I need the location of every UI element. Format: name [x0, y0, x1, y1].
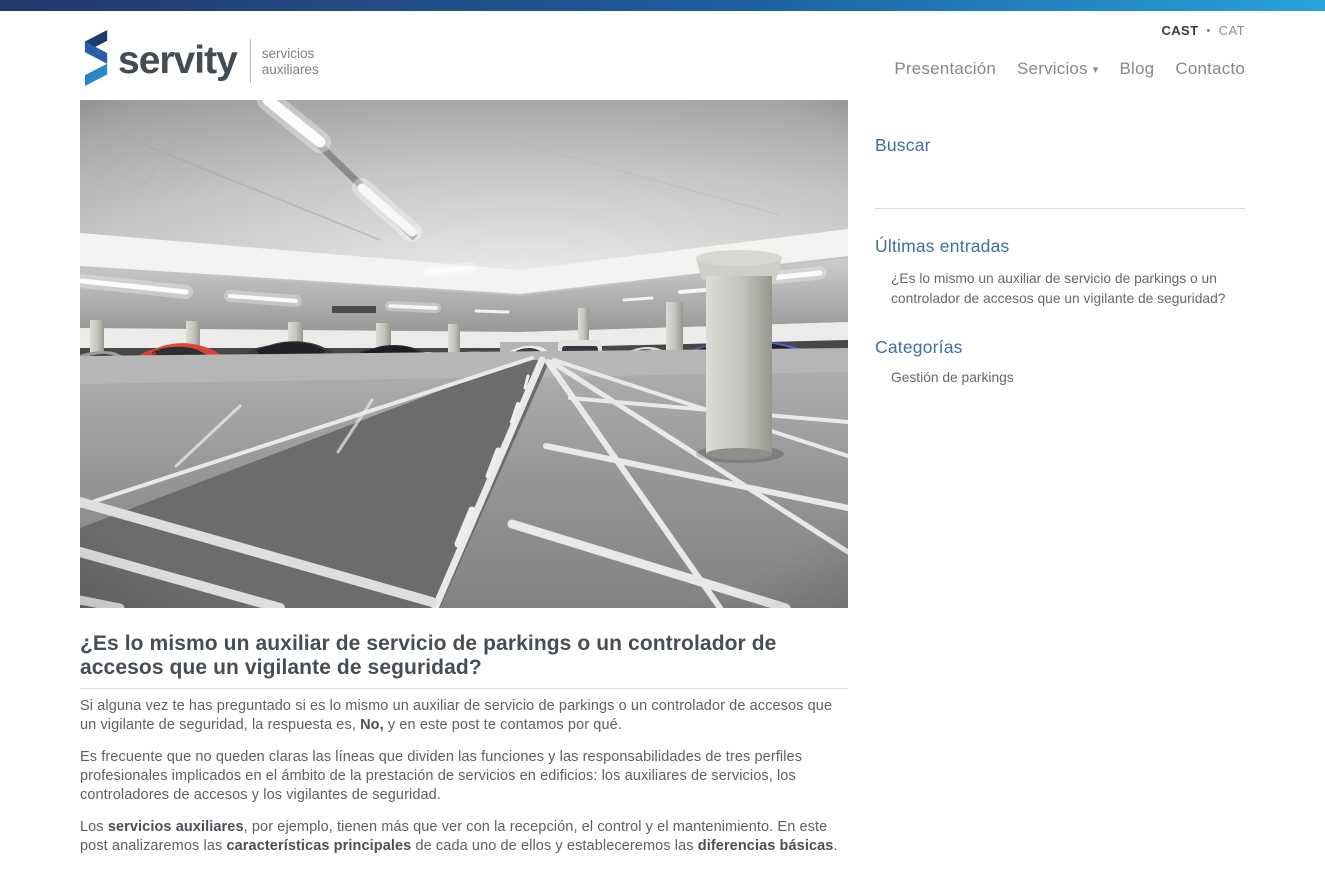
sidebar-latest-widget	[875, 236, 1245, 308]
language-switcher	[1161, 23, 1245, 38]
nav-item-contacto[interactable]: Contacto	[1175, 59, 1245, 78]
main-nav	[894, 59, 1245, 79]
photo-vignette	[80, 100, 848, 608]
sidebar-categories-widget	[875, 337, 1245, 385]
sidebar-search-widget	[875, 135, 1245, 209]
article-body	[80, 697, 848, 856]
servity-logo[interactable]	[80, 27, 319, 94]
nav-item-blog[interactable]: Blog	[1119, 59, 1155, 78]
article-paragraph: Es frecuente que no queden claras las líneas que dividen las funciones y las responsabilidades de tres perfiles profesionales implicados en el ámbito de la prestación de servicios en edificios: los auxiliares de servicios, los controladores de accesos y los vigilantes de seguridad.	[80, 749, 803, 803]
logo-brand-text: servity	[118, 39, 237, 82]
logo-tagline-line2: auxiliares	[261, 61, 319, 77]
chevron-down-icon: ▾	[1092, 64, 1099, 76]
site-header	[0, 11, 1325, 100]
logo-tagline-line1: servicios	[261, 45, 315, 61]
article-paragraph: Los servicios auxiliares, por ejemplo, tienen más que ver con la recepción, el control y el mantenimiento. En este post analizaremos las características principales de cada uno de ellos y estableceremos las diferencias básicas.	[80, 818, 838, 854]
search-widget-title: Buscar	[875, 135, 931, 155]
logo-divider	[250, 39, 251, 83]
article-image parking-garage-photo	[80, 100, 848, 608]
nav-item-servicios[interactable]: Servicios ▾	[1017, 59, 1099, 78]
title-divider	[80, 688, 848, 689]
latest-entries-title: Últimas entradas	[875, 236, 1010, 256]
categories-title: Categorías	[875, 337, 963, 358]
article-title: ¿Es lo mismo un auxiliar de servicio de parkings o un controlador de accesos que un vigilante de seguridad?	[80, 632, 777, 679]
lang-cat-link[interactable]: CAT	[1218, 23, 1245, 38]
category-link-gestion-de-parkings[interactable]: Gestión de parkings	[891, 370, 1014, 386]
sidebar-divider	[875, 208, 1245, 209]
article-main	[80, 100, 848, 869]
article-paragraph: Si alguna vez te has preguntado si es lo mismo un auxiliar de servicio de parkings o un controlador de accesos que un vigilante de seguridad, la respuesta es, No, y en este post te contamos por qué.	[80, 698, 833, 734]
servity-logo-icon	[80, 27, 108, 94]
latest-post-link[interactable]: ¿Es lo mismo un auxiliar de servicio de parkings o un controlador de accesos que un vigilante de seguridad?	[891, 271, 1226, 306]
lang-cast-link[interactable]: CAST	[1161, 23, 1199, 38]
top-gradient-bar	[0, 0, 1325, 11]
sidebar	[875, 100, 1245, 385]
lang-separator-dot: •	[1206, 24, 1211, 37]
content-area	[80, 100, 1245, 869]
nav-item-presentacion[interactable]: Presentación	[894, 59, 997, 78]
logo-tagline	[262, 44, 319, 78]
search-input[interactable]	[875, 164, 1245, 194]
header-right	[894, 11, 1245, 79]
